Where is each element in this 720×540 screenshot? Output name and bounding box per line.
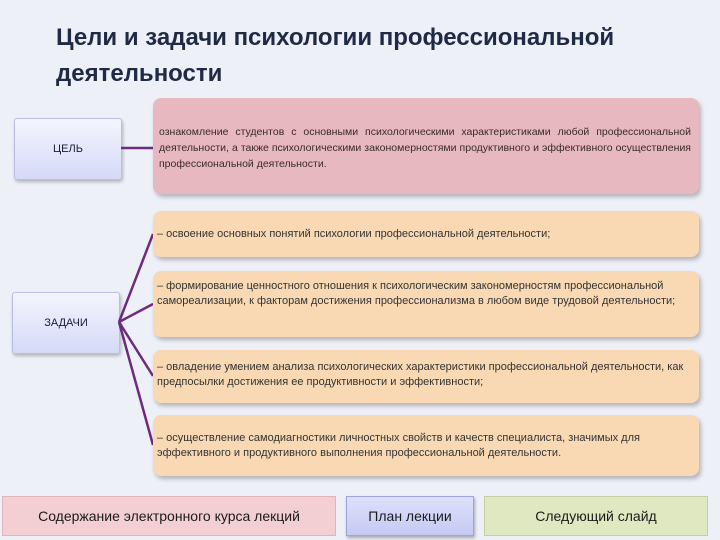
goal-label: ЦЕЛЬ — [53, 143, 83, 155]
tasks-label: ЗАДАЧИ — [44, 317, 88, 329]
task-item: – формирование ценностного отношения к психологическим закономерностям профессиональной самореализации, к факторам достижения профессионализма в любом виде трудовой деятельности; — [153, 271, 699, 337]
goal-description: ознакомление студентов с основными психологическими характеристиками любой профессиональной деятельности, а также психологическими закономерностями продуктивного и эффективного осуществления профессиональной деятельности. — [153, 98, 699, 194]
task-item: – освоение основных понятий психологии профессиональной деятельности; — [153, 211, 699, 257]
task-item: – овладение умением анализа психологических характеристики профессиональной деятельности, как предпосылки достижения ее продуктивности и эффективности; — [153, 350, 699, 403]
lecture-plan-button[interactable] — [346, 496, 474, 536]
task-connector-1 — [119, 234, 153, 322]
lecture-plan-label: План лекции — [368, 508, 452, 524]
next-slide-button[interactable] — [484, 496, 708, 536]
task-connector-4 — [119, 322, 153, 445]
slide-title: Цели и задачи психологии профессиональной деятельности — [56, 24, 615, 87]
course-contents-label: Содержание электронного курса лекций — [38, 508, 300, 524]
task-connector-3 — [119, 322, 153, 376]
task-connector-2 — [119, 304, 153, 322]
goal-label-box — [14, 118, 122, 180]
task-item: – осуществление самодиагностики личностных свойств и качеств специалиста, значимых для эффективного и продуктивного выполнения профессиональной деятельности. — [153, 415, 699, 476]
tasks-label-box — [12, 292, 120, 354]
next-slide-label: Следующий слайд — [535, 508, 657, 524]
course-contents-button[interactable] — [2, 496, 336, 536]
